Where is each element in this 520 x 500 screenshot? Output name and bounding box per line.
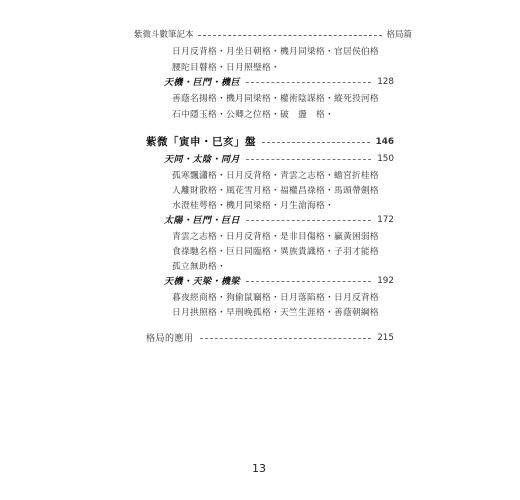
toc-leader xyxy=(246,220,371,221)
toc-entry-title: 天機・巨門・機巨 xyxy=(164,78,241,88)
list-item: 善蔭名揚格・機月同梁格・權術陰謀格・縱死投河格 xyxy=(172,94,379,104)
header-section: 格局篇 xyxy=(386,30,412,40)
list-item: 日月反背格・月坐日朝格・機月同梁格・官居侯伯格 xyxy=(172,47,379,57)
toc-page-number: 128 xyxy=(377,76,394,87)
toc-entry-group1[interactable] xyxy=(164,75,394,88)
list-item: 人離財散格・風花雪月格・福權昌祿格・馬頭帶劍格 xyxy=(172,186,379,196)
list-item: 孤立無助格・ xyxy=(172,262,226,272)
toc-entry-group4[interactable] xyxy=(164,274,394,287)
list-item: 石中隱玉格・公卿之位格・破 盪 格・ xyxy=(172,110,334,120)
page-number: 13 xyxy=(252,462,266,475)
list-item: 暮夜經商格・狗偷鼠竊格・日月落陷格・日月反背格 xyxy=(172,293,379,303)
toc-entry-title: 太陽・巨門・巨日 xyxy=(164,216,241,226)
toc-leader xyxy=(246,82,371,83)
header-title: 紫微斗數筆記本 xyxy=(134,30,194,40)
header-leader xyxy=(198,35,383,36)
toc-section-title: 紫微「寅申・巳亥」盤 xyxy=(146,136,256,148)
toc-entry-section2[interactable] xyxy=(146,134,394,149)
toc-entry-group2[interactable] xyxy=(164,152,394,165)
list-item: 水澄桂萼格・機月同梁格・月生滄海格・ xyxy=(172,201,334,211)
running-header xyxy=(134,28,412,40)
toc-leader xyxy=(200,338,372,339)
toc-entry-title: 天機・天梁・機梁 xyxy=(164,277,241,287)
toc-leader xyxy=(246,281,371,282)
toc-page-number: 192 xyxy=(377,275,394,286)
toc-page-number: 150 xyxy=(377,153,394,164)
toc-leader xyxy=(246,159,371,160)
list-item: 日月拱照格・早刑晚孤格・天竺生涯格・善蔭朝綱格 xyxy=(172,308,379,318)
toc-leader xyxy=(262,142,370,143)
toc-entry-appendix[interactable] xyxy=(146,331,394,344)
list-item: 腰陀目瞽格・日月照璧格・ xyxy=(172,63,280,73)
toc-page-number: 146 xyxy=(375,136,394,147)
toc-entry-group3[interactable] xyxy=(164,213,394,226)
list-item: 青雲之志格・日月反背格・是非目傷格・贏黃困弱格 xyxy=(172,232,379,242)
toc-page-number: 172 xyxy=(377,214,394,225)
toc-page-number: 215 xyxy=(377,332,394,343)
toc-entry-title: 天同・太陰・同月 xyxy=(164,155,241,165)
list-item: 食祿馳名格・巨日同臨格・異族貴識格・子羽才能格 xyxy=(172,247,379,257)
list-item: 孤寒飄瀟格・日月反背格・青雲之志格・蟾宮折桂格 xyxy=(172,171,379,181)
toc-entry-title: 格局的應用 xyxy=(146,334,194,344)
